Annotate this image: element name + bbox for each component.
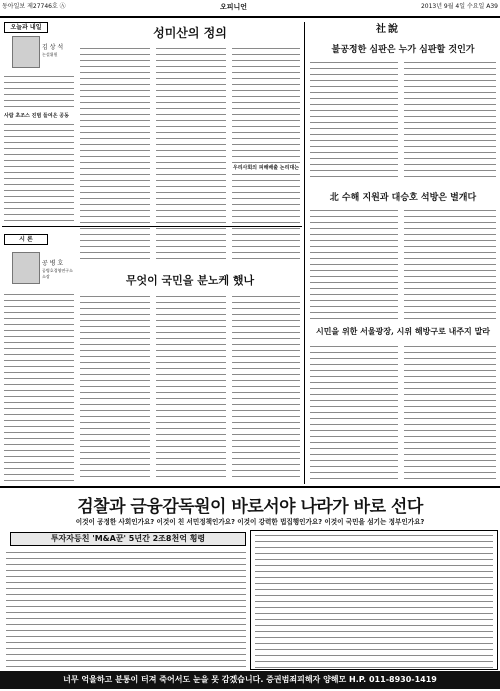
ad-footer-bar	[0, 671, 500, 689]
section-name: 오피니언	[220, 3, 248, 11]
column-body-3	[156, 44, 226, 264]
ad-boxed-title: 투자자등친 'M&A꾼' 5년간 2조8천억 횡령	[50, 534, 206, 543]
author-photo	[12, 36, 40, 68]
column2-title: 무엇이 국민을 분노케 했나	[125, 274, 255, 287]
date-page: 2013년 9월 4일 수요일 A39	[420, 3, 498, 10]
column2-body-3	[156, 292, 226, 482]
vertical-divider	[304, 22, 305, 484]
column-body-4	[232, 44, 300, 264]
editorial-label: 社說	[376, 24, 400, 35]
editorial-title-1: 불공정한 심판은 누가 심판할 것인가	[331, 45, 475, 55]
column2-badge: 시 론	[4, 234, 48, 245]
editorial-title-2: 北 수해 지원과 대승호 석방은 별개다	[329, 193, 477, 203]
column2-body-4	[232, 292, 300, 482]
editorial-title-3: 시민을 위한 서울광장, 시위 해방구로 내주지 말라	[315, 326, 491, 336]
column2-body-1	[4, 290, 74, 482]
column-body-2	[80, 44, 150, 264]
ad-top-rule	[0, 486, 500, 488]
author-role: 논설위원	[42, 52, 58, 57]
author-name: 김 상 석	[42, 44, 64, 51]
sub-line: 우리사회의 피해배출 논리대는	[232, 165, 300, 171]
issue-info: 동아일보 제27746호 Ⓐ	[2, 3, 66, 10]
ad-text-left	[6, 548, 246, 668]
column2-body-2	[80, 292, 150, 482]
horizontal-divider	[2, 226, 302, 227]
lead-line: 사람 초조스 진범 들여온 공동	[4, 112, 74, 119]
ad-footer-text: 너무 억울하고 분통이 터져 죽어서도 눈을 못 감겠습니다. 증권범죄피해자 양해모 H.P. 011-8930-1419	[63, 675, 437, 684]
ad-headline: 검찰과 금융감독원이 바로서야 나라가 바로 선다	[77, 497, 423, 517]
editorial-body-3a	[310, 342, 398, 482]
editorial-body-1b	[404, 58, 496, 182]
column2-author-photo	[12, 252, 40, 284]
column-badge: 오늘과 내일	[4, 22, 48, 33]
ad-subline: 이것이 공정한 사회인가요? 이것이 친 서민정책인가요? 이것이 강력한 법집행인가요? 이것이 국민을 섬기는 정부인가요?	[75, 518, 425, 526]
ad-boxed-title-wrap	[10, 532, 246, 546]
column2-author-role: 공병호경영연구소 소장	[42, 268, 73, 279]
editorial-body-2a	[310, 206, 398, 320]
column2-author-name: 공 병 호	[42, 260, 64, 267]
ad-text-right	[250, 530, 498, 670]
page-header	[0, 0, 500, 18]
column-body	[4, 72, 74, 222]
editorial-body-2b	[404, 206, 496, 320]
editorial-body-3b	[404, 342, 496, 482]
editorial-body-1a	[310, 58, 398, 182]
today-column-title: 성미산의 정의	[153, 26, 227, 40]
